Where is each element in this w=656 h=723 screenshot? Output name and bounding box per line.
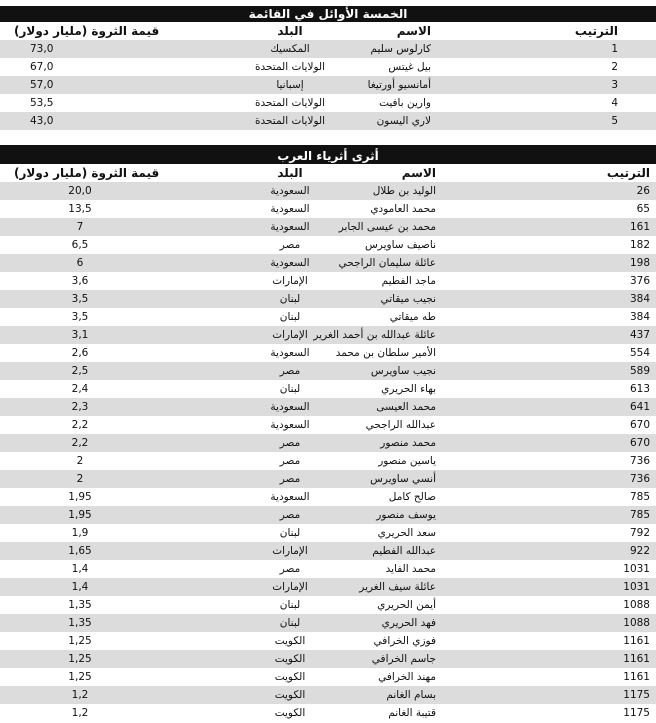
table-row [0,344,656,362]
country-cell: السعودية [270,185,310,197]
table-row [0,326,656,344]
rank-cell: 384 [629,293,650,305]
rank-cell: 65 [636,203,650,215]
name-cell: أمانسيو أورتيغا [367,79,431,91]
table-row [0,58,656,76]
rank-cell: 376 [629,275,650,287]
name-cell: محمد الفايد [385,563,436,575]
country-cell: الإمارات [272,329,308,341]
top5-title: الخمسة الأوائل في القائمة [0,6,656,22]
wealth-cell: 43,0 [30,115,54,127]
rank-cell: 182 [629,239,650,251]
country-cell: السعودية [270,491,310,503]
table-row [0,182,656,200]
country-cell: الولايات المتحدة [254,115,326,127]
rank-cell: 1031 [623,581,650,593]
header-country: البلد [277,166,303,180]
wealth-cell: 73,0 [30,43,54,55]
rank-cell: 792 [629,527,650,539]
wealth-cell: 3,6 [71,275,89,287]
table-row [0,218,656,236]
table-row [0,236,656,254]
name-cell: لاري اليسون [376,115,431,127]
country-cell: الإمارات [272,581,308,593]
rank-cell: 1175 [623,707,650,719]
header-country: البلد [277,24,303,38]
wealth-cell: 6,5 [71,239,89,251]
country-cell: السعودية [270,401,310,413]
country-cell: مصر [279,437,301,449]
header-wealth: قيمة الثروة (مليار دولار) [14,24,160,38]
country-cell: لبنان [279,311,301,323]
name-cell: مهند الخرافي [378,671,436,683]
arabs-header-row [0,164,656,182]
wealth-cell: 13,5 [68,203,92,215]
name-cell: يوسف منصور [376,509,436,521]
wealth-cell: 1,65 [68,545,92,557]
country-cell: مصر [279,365,301,377]
name-cell: نجيب ميقاتي [380,293,436,305]
country-cell: الكويت [274,689,306,701]
country-cell: الإمارات [272,545,308,557]
country-cell: مصر [279,473,301,485]
name-cell: عائلة سيف الغرير [359,581,436,593]
name-cell: محمد العامودي [370,203,436,215]
table-row [0,542,656,560]
table-row [0,94,656,112]
rank-cell: 5 [611,115,618,127]
wealth-cell: 2,4 [71,383,89,395]
wealth-cell: 1,35 [68,617,92,629]
name-cell: ناصيف ساويرس [364,239,436,251]
country-cell: مصر [279,509,301,521]
rank-cell: 1161 [623,671,650,683]
wealth-cell: 3,5 [71,311,89,323]
name-cell: فهد الحريري [381,617,436,629]
name-cell: وارين بافيت [379,97,431,109]
country-cell: لبنان [279,599,301,611]
table-row [0,362,656,380]
country-cell: السعودية [270,203,310,215]
rank-cell: 554 [629,347,650,359]
country-cell: إسبانيا [276,79,304,91]
country-cell: مصر [279,563,301,575]
table-row [0,398,656,416]
name-cell: بهاء الحريري [381,383,436,395]
country-cell: مصر [279,455,301,467]
table-row [0,254,656,272]
wealth-cell: 7 [76,221,84,233]
rank-cell: 1088 [623,599,650,611]
table-row [0,200,656,218]
wealth-cell: 3,5 [71,293,89,305]
rank-cell: 641 [629,401,650,413]
table-row [0,668,656,686]
wealth-cell: 1,4 [71,563,89,575]
name-cell: سعد الحريري [377,527,436,539]
rank-cell: 785 [629,491,650,503]
country-cell: لبنان [279,617,301,629]
table-row [0,488,656,506]
table-row [0,560,656,578]
name-cell: كارلوس سليم [370,43,431,55]
table-row [0,272,656,290]
name-cell: محمد العيسى [376,401,436,413]
wealth-cell: 1,4 [71,581,89,593]
table-row [0,452,656,470]
rank-cell: 1031 [623,563,650,575]
table-row [0,416,656,434]
rank-cell: 736 [629,455,650,467]
name-cell: عبدالله الفطيم [372,545,436,557]
rank-cell: 4 [611,97,618,109]
name-cell: صالح كامل [388,491,436,503]
wealth-cell: 1,95 [68,509,92,521]
top5-header-row [0,22,656,40]
header-rank: الترتيب [606,166,650,180]
name-cell: ياسين منصور [378,455,436,467]
rank-cell: 1161 [623,635,650,647]
header-name: الاسم [401,166,436,180]
rank-cell: 1088 [623,617,650,629]
name-cell: ماجد الفطيم [381,275,436,287]
country-cell: الكويت [274,635,306,647]
wealth-cell: 2,2 [71,437,89,449]
name-cell: أيمن الحريري [377,599,436,611]
wealth-cell: 1,95 [68,491,92,503]
table-row [0,470,656,488]
name-cell: جاسم الخرافي [371,653,436,665]
name-cell: طه ميقاتي [389,311,436,323]
country-cell: الإمارات [272,275,308,287]
country-cell: الكويت [274,653,306,665]
country-cell: السعودية [270,257,310,269]
name-cell: بسام الغانم [386,689,436,701]
rank-cell: 1 [611,43,618,55]
name-cell: محمد بن عيسى الجابر [338,221,436,233]
table-row [0,112,656,130]
rank-cell: 161 [629,221,650,233]
rank-cell: 922 [629,545,650,557]
name-cell: أنسي ساويرس [370,473,436,485]
wealth-cell: 3,1 [71,329,89,341]
country-cell: لبنان [279,293,301,305]
rank-cell: 670 [629,437,650,449]
wealth-cell: 1,9 [71,527,89,539]
wealth-cell: 1,25 [68,653,92,665]
wealth-cell: 1,2 [71,689,89,701]
header-rank: الترتيب [574,24,618,38]
table-row [0,614,656,632]
wealth-cell: 2,5 [71,365,89,377]
wealth-cell: 57,0 [30,79,54,91]
rank-cell: 613 [629,383,650,395]
wealth-cell: 2,2 [71,419,89,431]
country-cell: السعودية [270,221,310,233]
rank-cell: 736 [629,473,650,485]
name-cell: عائلة سليمان الراجحي [338,257,436,269]
rank-cell: 437 [629,329,650,341]
country-cell: مصر [279,239,301,251]
name-cell: نجيب ساويرس [370,365,436,377]
name-cell: قتيبة الغانم [388,707,436,719]
header-name: الاسم [396,24,431,38]
country-cell: السعودية [270,347,310,359]
rank-cell: 26 [636,185,650,197]
name-cell: بيل غيتس [388,61,431,73]
country-cell: السعودية [270,419,310,431]
rank-cell: 198 [629,257,650,269]
country-cell: الولايات المتحدة [254,61,326,73]
name-cell: عبدالله الراجحي [365,419,436,431]
table-row [0,40,656,58]
rank-cell: 785 [629,509,650,521]
name-cell: الوليد بن طلال [372,185,436,197]
wealth-cell: 2,6 [71,347,89,359]
rank-cell: 1175 [623,689,650,701]
header-wealth: قيمة الثروة (مليار دولار) [14,166,160,180]
rank-cell: 589 [629,365,650,377]
name-cell: الأمير سلطان بن محمد [335,347,436,359]
wealth-cell: 53,5 [30,97,54,109]
country-cell: لبنان [279,527,301,539]
arabs-title: أثرى أثرياء العرب [0,148,656,164]
table-row [0,524,656,542]
table-row [0,650,656,668]
rank-cell: 2 [611,61,618,73]
wealth-cell: 1,35 [68,599,92,611]
wealth-cell: 1,25 [68,635,92,647]
wealth-cell: 1,2 [71,707,89,719]
table-row [0,686,656,704]
table-row [0,76,656,94]
table-row [0,704,656,722]
table-row [0,380,656,398]
name-cell: محمد منصور [380,437,436,449]
country-cell: المكسيك [270,43,310,55]
rank-cell: 384 [629,311,650,323]
table-row [0,506,656,524]
wealth-cell: 2,3 [71,401,89,413]
name-cell: عائلة عبدالله بن أحمد الغرير [313,329,436,341]
rank-cell: 3 [611,79,618,91]
name-cell: فوزي الخرافي [373,635,436,647]
table-row [0,632,656,650]
country-cell: الكويت [274,707,306,719]
wealth-cell: 2 [76,455,84,467]
wealth-cell: 1,25 [68,671,92,683]
country-cell: الكويت [274,671,306,683]
table-row [0,578,656,596]
country-cell: الولايات المتحدة [254,97,326,109]
table-row [0,434,656,452]
wealth-cell: 20,0 [68,185,92,197]
table-row [0,290,656,308]
table-row [0,596,656,614]
rank-cell: 1161 [623,653,650,665]
wealth-cell: 67,0 [30,61,54,73]
table-row [0,308,656,326]
rank-cell: 670 [629,419,650,431]
wealth-cell: 2 [76,473,84,485]
wealth-cell: 6 [76,257,84,269]
country-cell: لبنان [279,383,301,395]
